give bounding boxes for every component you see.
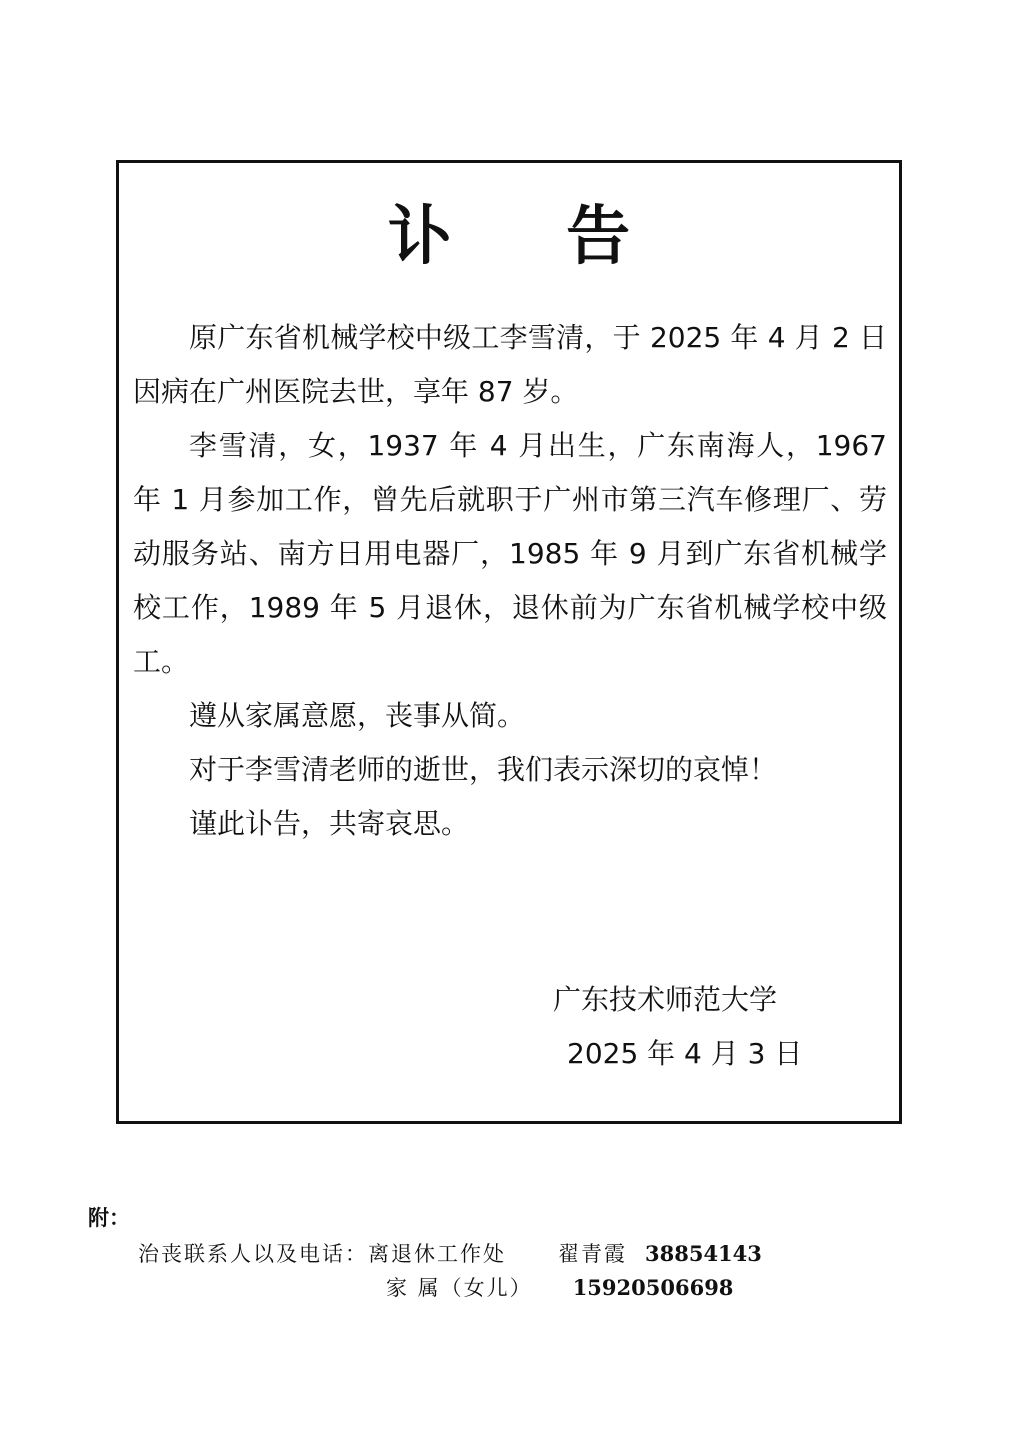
contact-phone: 15920506698: [572, 1275, 734, 1300]
contact-department: 离退休工作处: [368, 1242, 506, 1266]
notice-paragraph: 对于李雪清老师的逝世，我们表示深切的哀悼！: [189, 753, 778, 786]
contact-person: 翟青霞: [558, 1242, 627, 1266]
notice-signer: 广东技术师范大学: [553, 983, 778, 1016]
contact-department: 家 属（女儿）: [386, 1276, 533, 1300]
notice-paragraph: 李雪清，女，1937 年 4 月出生，广东南海人，1967 年 1 月参加工作，曾先后就职于广州市第三汽车修理厂、劳动服务站、南方日用电器厂，1985 年 9 月到广东省机械学校工作，1989 年 5 月退休，退休前为广东省机械学校中级工。: [133, 429, 887, 678]
notice-paragraph: 原广东省机械学校中级工李雪清，于 2025 年 4 月 2 日因病在广州医院去世，享年 87 岁。: [133, 321, 887, 408]
contact-row: [138, 1238, 762, 1268]
notice-date: 2025 年 4 月 3 日: [567, 1037, 803, 1070]
contact-row: [386, 1272, 733, 1302]
notice-title: 讣 告: [387, 200, 677, 274]
notice-body: [133, 311, 887, 851]
contact-phone: 38854143: [645, 1241, 762, 1266]
contact-title: 治丧联系人以及电话：: [138, 1242, 368, 1266]
notice-paragraph: 遵从家属意愿，丧事从简。: [189, 699, 526, 732]
notice-paragraph: 谨此讣告，共寄哀思。: [189, 807, 470, 840]
notice-frame: [116, 160, 902, 1124]
appendix-label: 附：: [88, 1205, 130, 1230]
